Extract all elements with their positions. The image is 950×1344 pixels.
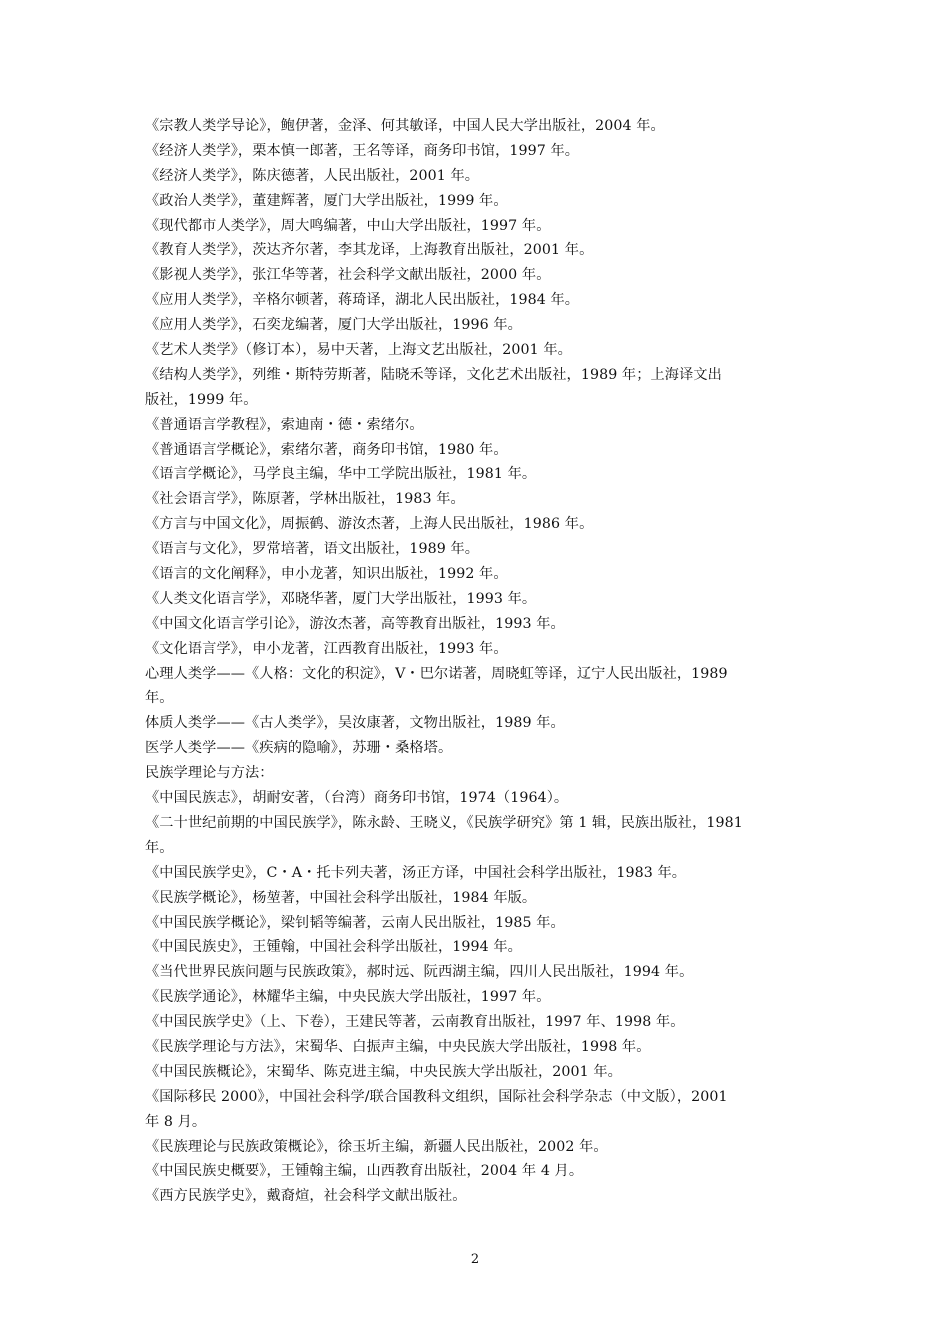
bibliography-line: 《应用人类学》，辛格尔顿著，蒋琦译，湖北人民出版社，1984 年。 xyxy=(145,292,580,309)
bibliography-line: 《民族学通论》，林耀华主编，中央民族大学出版社，1997 年。 xyxy=(145,989,551,1006)
bibliography-line: 《二十世纪前期的中国民族学》，陈永龄、王晓义，《民族学研究》第 1 辑，民族出版社，1981 xyxy=(145,814,743,831)
bibliography-line: 《西方民族学史》，戴裔煊，社会科学文献出版社。 xyxy=(145,1188,467,1205)
bibliography-line: 《宗教人类学导论》，鲍伊著，金泽、何其敏译，中国人民大学出版社，2004 年。 xyxy=(145,118,665,134)
bibliography-line: 《中国民族史概要》，王锺翰主编，山西教育出版社，2004 年 4 月。 xyxy=(145,1163,584,1180)
bibliography-line: 《民族理论与民族政策概论》，徐玉圻主编，新疆人民出版社，2002 年。 xyxy=(145,1138,608,1155)
bibliography-line: 年 8 月。 xyxy=(145,1113,207,1130)
bibliography-line: 《社会语言学》，陈原著，学林出版社，1983 年。 xyxy=(145,491,465,508)
bibliography-line: 《结构人类学》，列维・斯特劳斯著，陆晓禾等译，文化艺术出版社，1989 年；上海译文出 xyxy=(145,366,722,383)
bibliography-body xyxy=(145,114,813,1209)
bibliography-line: 医学人类学——《疾病的隐喻》，苏珊・桑格塔。 xyxy=(145,740,453,757)
bibliography-line: 《语言与文化》，罗常培著，语文出版社，1989 年。 xyxy=(145,541,480,558)
bibliography-line: 《普通语言学教程》，索迪南・德・索绪尔。 xyxy=(145,416,424,433)
bibliography-line: 《应用人类学》，石奕龙编著，厦门大学出版社，1996 年。 xyxy=(145,317,522,334)
bibliography-line: 《艺术人类学》（修订本），易中天著，上海文艺出版社，2001 年。 xyxy=(145,342,572,359)
bibliography-line: 《国际移民 2000》，中国社会科学/联合国教科文组织，国际社会科学杂志（中文版），2001 xyxy=(145,1088,728,1105)
section-heading: 民族学理论与方法： xyxy=(145,765,274,782)
bibliography-line: 体质人类学——《古人类学》，吴汝康著，文物出版社，1989 年。 xyxy=(145,715,565,732)
bibliography-line: 《中国民族史》，王锺翰，中国社会科学出版社，1994 年。 xyxy=(145,939,522,956)
bibliography-line: 《中国民族学史》，C・A・托卡列夫著，汤正方译，中国社会科学出版社，1983 年。 xyxy=(145,864,687,881)
bibliography-line: 《中国民族志》，胡耐安著，（台湾）商务印书馆，1974（1964）。 xyxy=(145,790,569,807)
bibliography-line: 《人类文化语言学》，邓晓华著，厦门大学出版社，1993 年。 xyxy=(145,590,537,607)
bibliography-line: 《中国民族学概论》，梁钊韬等编著，云南人民出版社，1985 年。 xyxy=(145,914,565,931)
bibliography-line: 《文化语言学》，申小龙著，江西教育出版社，1993 年。 xyxy=(145,640,508,657)
bibliography-line: 《语言学概论》，马学良主编，华中工学院出版社，1981 年。 xyxy=(145,466,537,483)
bibliography-line: 《中国民族概论》，宋蜀华、陈克进主编，中央民族大学出版社，2001 年。 xyxy=(145,1063,622,1080)
bibliography-line: 《经济人类学》，栗本慎一郎著，王名等译，商务印书馆，1997 年。 xyxy=(145,142,580,159)
bibliography-line: 《民族学理论与方法》，宋蜀华、白振声主编，中央民族大学出版社，1998 年。 xyxy=(145,1038,651,1055)
page-number: 2 xyxy=(470,1252,480,1267)
bibliography-line: 《现代都市人类学》，周大鸣编著，中山大学出版社，1997 年。 xyxy=(145,217,551,234)
bibliography-line: 年。 xyxy=(145,839,174,856)
bibliography-line: 《政治人类学》，董建辉著，厦门大学出版社，1999 年。 xyxy=(145,192,508,209)
bibliography-line: 版社，1999 年。 xyxy=(145,391,258,408)
bibliography-line: 《当代世界民族问题与民族政策》，郝时远、阮西湖主编，四川人民出版社，1994 年。 xyxy=(145,964,694,981)
bibliography-line: 《方言与中国文化》，周振鹤、游汝杰著，上海人民出版社，1986 年。 xyxy=(145,516,594,533)
bibliography-line: 《普通语言学概论》，索绪尔著，商务印书馆，1980 年。 xyxy=(145,441,508,458)
bibliography-line: 《经济人类学》，陈庆德著，人民出版社，2001 年。 xyxy=(145,167,480,184)
bibliography-line: 《中国民族学史》（上、下卷），王建民等著，云南教育出版社，1997 年、1998 年。 xyxy=(145,1014,685,1031)
bibliography-line: 《中国文化语言学引论》，游汝杰著，高等教育出版社，1993 年。 xyxy=(145,615,565,632)
bibliography-line: 《语言的文化阐释》，申小龙著，知识出版社，1992 年。 xyxy=(145,566,508,583)
bibliography-line: 年。 xyxy=(145,690,174,707)
bibliography-line: 《影视人类学》，张江华等著，社会科学文献出版社，2000 年。 xyxy=(145,267,551,284)
bibliography-line: 《民族学概论》，杨堃著，中国社会科学出版社，1984 年版。 xyxy=(145,889,537,906)
bibliography-line: 心理人类学——《人格：文化的积淀》，V・巴尔诺著，周晓虹等译，辽宁人民出版社，1989 xyxy=(145,665,728,682)
bibliography-line: 《教育人类学》，茨达齐尔著，李其龙译，上海教育出版社，2001 年。 xyxy=(145,242,594,259)
